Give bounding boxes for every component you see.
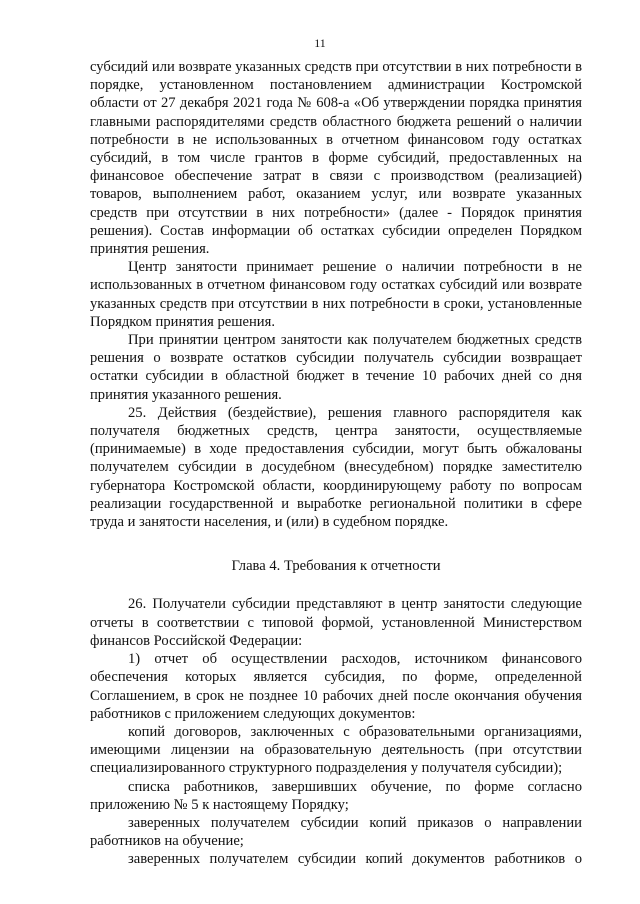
paragraph-26-reports: 26. Получатели субсидии представляют в центр занятости следующие отчеты в соответствии с типовой формой, установленной Министерством финансов Российской Федерации: (90, 596, 582, 649)
list-item-contracts-copies: копий договоров, заключенных с образовательными организациями, имеющими лицензии на образовательную деятельность (при отсутствии специализированного структурного подразделения у получателя субсидии); (90, 723, 582, 777)
chapter-heading: Глава 4. Требования к отчетности (231, 558, 441, 575)
paragraph-25-appeal: 25. Действия (бездействие), решения главного распорядителя как получателя бюджетных средств, центра занятости, осуществляемые (принимаемые) в ходе предоставления субсидии, могут быть обжалованы получателем субсидии в досудебном (внесудебном) порядке заместителю губернатора Костромской области, координирующему работу по вопросам реализации государственной и выработке региональной политики в сфере труда и занятости населения, и (или) в судебном порядке. (90, 404, 582, 531)
paragraph-continuation: субсидий или возврате указанных средств при отсутствии в них потребности в порядке, установленном постановлением администрации Костромской области от 27 декабря 2021 года № 608-а «Об утверждении порядка принятия главными распорядителями средств областного бюджета решений о наличии потребности в не использованных в отчетном финансовом году остатках субсидий, в том числе грантов в форме субсидий, предоставленных на финансовое обеспечение затрат в связи с производством (реализацией) товаров, выполнением работ, оказанием услуг, или возврате указанных средств при отсутствии в них потребности» (далее - Порядок принятия решения). Состав информации об остатках субсидии определен Порядком принятия решения. (90, 59, 582, 258)
list-item-expense-report: 1) отчет об осуществлении расходов, источником финансового обеспечения которых является субсидия, по форме, определенной Соглашением, в срок не позднее 10 рабочих дней после окончания обучения работников с приложением следующих документов: (90, 651, 582, 722)
list-item-workers-documents: заверенных получателем субсидии копий документов работников о (128, 851, 582, 868)
paragraph-employment-center-decision: Центр занятости принимает решение о наличии потребности в не использованных в отчетном финансовом году остатках субсидий или возврате указанных средств при отсутствии в них потребности в сроки, установленные Порядком принятия решения. (90, 259, 582, 330)
page-number: 11 (314, 36, 326, 50)
document-body (90, 58, 582, 869)
list-item-orders-copies: заверенных получателем субсидии копий приказов о направлении работников на обучение; (90, 814, 582, 850)
paragraph-return-of-balances: При принятии центром занятости как получателем бюджетных средств решения о возврате остатков субсидии получатель субсидии возвращает остатки субсидии в областной бюджет в течение 10 рабочих дней со дня принятия указанного решения. (90, 332, 582, 403)
list-item-trained-workers-list: списка работников, завершивших обучение, по форме согласно приложению № 5 к настоящему Порядку; (90, 778, 582, 813)
